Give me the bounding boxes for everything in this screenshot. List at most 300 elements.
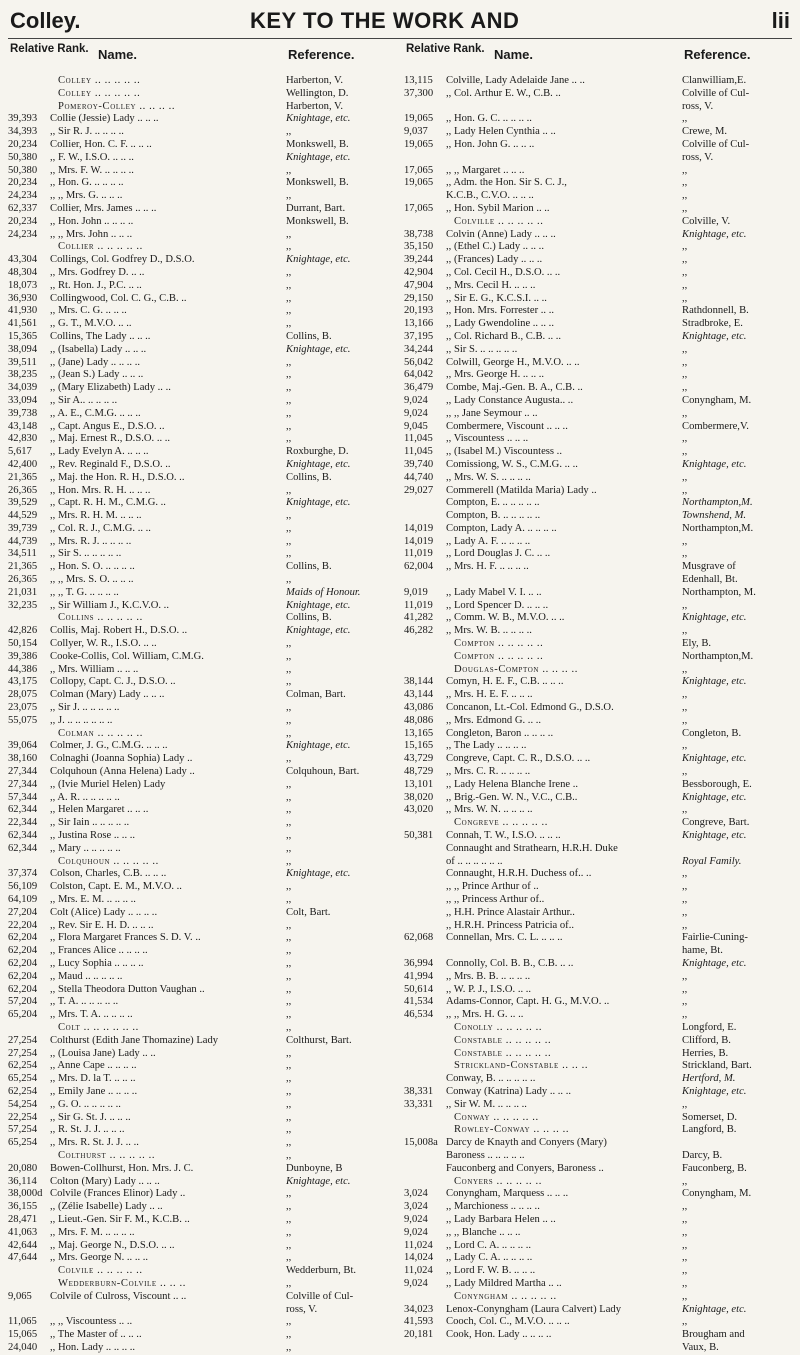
- relative-rank: 14,019: [404, 535, 434, 547]
- relative-rank: 39,064: [8, 740, 38, 752]
- entry-reference: ,,: [286, 318, 292, 330]
- entry-reference: ,,: [286, 1085, 292, 1097]
- entry-row: [404, 587, 796, 600]
- entry-name: ,, Hon. John .. .. .. ..: [50, 215, 134, 227]
- entry-row: [404, 408, 796, 421]
- entry-row: [404, 1060, 796, 1073]
- relative-rank: 9,019: [404, 586, 428, 598]
- entry-reference: ,,: [286, 1073, 292, 1085]
- entry-name: ,, Lady Helen Cynthia .. ..: [446, 126, 556, 138]
- entry-name: ,, Sir R. J. .. .. .. ..: [50, 126, 124, 138]
- entry-name: ,, ,, Princess Arthur of..: [446, 894, 545, 905]
- entry-reference: Fairlie-Cuning-: [682, 932, 748, 944]
- entry-reference: Conyngham, M.: [682, 394, 752, 406]
- entry-name: ,, Lord F. W. B. .. .. ..: [446, 1265, 536, 1277]
- entry-row: [404, 856, 796, 869]
- entry-name: Colman .. .. .. .. ..: [58, 727, 144, 739]
- entry-name: ,, (Louisa Jane) Lady .. ..: [50, 1047, 156, 1059]
- relative-rank: 34,393: [8, 126, 38, 138]
- entry-row: [404, 971, 796, 984]
- entry-row: [404, 817, 796, 830]
- entry-row: [8, 1009, 400, 1022]
- entry-name: ,, The Lady .. .. .. ..: [446, 740, 527, 752]
- entry-name: Strickland-Constable .. .. ..: [454, 1060, 589, 1072]
- entry-name: ,, (Jean S.) Lady .. .. ..: [50, 369, 144, 381]
- entry-row: [8, 1304, 400, 1317]
- relative-rank: 56,109: [8, 881, 38, 893]
- entry-reference: ,,: [682, 894, 688, 905]
- entry-reference: ,,: [682, 663, 688, 675]
- entry-name: ,, (Isabel M.) Viscountess ..: [446, 446, 562, 458]
- relative-rank: 41,994: [404, 970, 434, 982]
- entry-row: [8, 113, 400, 126]
- entry-row: [404, 1227, 796, 1240]
- entry-reference: ,,: [286, 484, 292, 496]
- relative-rank: 43,020: [404, 804, 434, 816]
- entry-reference: ,,: [682, 202, 688, 214]
- relative-rank: 22,344: [8, 817, 38, 829]
- entry-name: ,, A. R. .. .. .. .. ..: [50, 791, 120, 803]
- entry-reference: ,,: [286, 817, 292, 829]
- relative-rank: 39,740: [404, 458, 434, 470]
- entry-row: [404, 395, 796, 408]
- entry-name: Colson, Charles, C.B. .. .. ..: [50, 868, 167, 880]
- entry-name: ,, Mrs. W. N. .. .. .. ..: [446, 804, 533, 816]
- entry-reference: ,,: [682, 625, 688, 637]
- relative-rank: 13,166: [404, 318, 434, 330]
- left-column-header: [8, 43, 400, 75]
- relative-rank: 27,344: [8, 778, 38, 790]
- relative-rank: 62,337: [8, 202, 38, 214]
- entry-row: [404, 1112, 796, 1125]
- entry-reference: Colville of Cul-: [682, 87, 750, 99]
- right-column: [404, 43, 796, 1355]
- entry-reference: ,,: [286, 957, 292, 969]
- entry-row: [404, 1291, 796, 1304]
- entry-row: [404, 433, 796, 446]
- relative-rank: 55,075: [8, 714, 38, 726]
- entry-row: [404, 792, 796, 805]
- entry-name: Collier, Hon. C. F. .. .. ..: [50, 138, 152, 150]
- entry-name: Comyn, H. E. F., C.B. .. .. ..: [446, 676, 564, 688]
- entry-name: Colt (Alice) Lady .. .. .. ..: [50, 906, 158, 918]
- entry-row: [8, 395, 400, 408]
- entry-row: [404, 536, 796, 549]
- entry-row: [404, 830, 796, 843]
- entry-row: [404, 1150, 796, 1163]
- entry-reference: Dunboyne, B: [286, 1162, 343, 1174]
- relative-rank: 48,729: [404, 766, 434, 778]
- entry-name: ,, Mrs. H. F. .. .. .. ..: [446, 561, 529, 573]
- relative-rank: 46,534: [404, 1009, 434, 1021]
- entry-reference: ,,: [682, 1098, 688, 1110]
- relative-rank: 3,024: [404, 1201, 428, 1213]
- entry-name: ,, Stella Theodora Dutton Vaughan ..: [50, 983, 205, 995]
- entry-name: ,, Mrs. R. St. J. J. .. ..: [50, 1137, 139, 1149]
- entry-row: [404, 88, 796, 101]
- relative-rank: 38,331: [404, 1085, 434, 1097]
- entry-reference: ,,: [682, 906, 688, 918]
- relative-rank: 64,042: [404, 369, 434, 381]
- entry-row: [8, 472, 400, 485]
- entry-row: [404, 318, 796, 331]
- entry-name: of .. .. .. .. .. ..: [446, 855, 503, 867]
- entry-name: ,, Col. Richard B., C.B. .. ..: [446, 330, 562, 342]
- entry-reference: ,,: [286, 702, 292, 714]
- entry-row: [404, 446, 796, 459]
- relative-rank: 20,080: [8, 1162, 38, 1174]
- entry-reference: ,,: [682, 1252, 688, 1264]
- entry-name: ,, Sir G. St. J. .. .. ..: [50, 1111, 131, 1123]
- entry-row: [8, 254, 400, 267]
- entry-reference: Bessborough, E.: [682, 778, 752, 790]
- entry-name: ,, G. T., M.V.O. .. ..: [50, 318, 132, 330]
- relative-rank: 34,511: [8, 548, 37, 560]
- relative-rank: 38,020: [404, 791, 434, 803]
- relative-rank: 19,065: [404, 138, 434, 150]
- entry-row: [404, 894, 796, 907]
- entry-row: [8, 344, 400, 357]
- relative-rank: 21,365: [8, 561, 38, 573]
- running-head-left: Colley.: [10, 8, 81, 33]
- entry-row: [8, 280, 400, 293]
- entry-reference: ,,: [286, 727, 292, 739]
- entry-row: [8, 165, 400, 178]
- entry-reference: ,,: [286, 522, 292, 534]
- entry-row: [8, 485, 400, 498]
- relative-rank: 20,234: [8, 215, 38, 227]
- page-number: lii: [771, 8, 790, 33]
- entry-row: [8, 497, 400, 510]
- name-heading: Name.: [494, 47, 534, 62]
- relative-rank: 62,004: [404, 561, 434, 573]
- entry-name: ,, ,, Mrs. G. .. .. ..: [50, 190, 123, 202]
- entry-reference: Longford, E.: [682, 1021, 737, 1033]
- entry-row: [404, 984, 796, 997]
- relative-rank: 57,344: [8, 791, 38, 803]
- entry-name: Collopy, Capt. C. J., D.S.O. ..: [50, 676, 176, 688]
- entry-name: Collis, Maj. Robert H., D.S.O. ..: [50, 625, 188, 637]
- relative-rank: 48,086: [404, 714, 434, 726]
- relative-rank: 43,148: [8, 420, 38, 432]
- relative-rank: 62,344: [8, 842, 38, 854]
- entry-row: [8, 1214, 400, 1227]
- entry-reference: Knightage, etc.: [286, 868, 351, 880]
- entry-row: [404, 1240, 796, 1253]
- entry-row: [404, 1214, 796, 1227]
- relative-rank: 11,045: [404, 433, 433, 445]
- entry-name: Colt .. .. .. .. .. ..: [58, 1021, 139, 1033]
- relative-rank: 62,204: [8, 970, 38, 982]
- entry-name: ,, F. W., I.S.O. .. .. ..: [50, 151, 134, 163]
- entry-row: [8, 881, 400, 894]
- entry-reference: ,,: [682, 804, 688, 816]
- entry-reference: Maids of Honour.: [286, 586, 361, 598]
- entry-row: [404, 766, 796, 779]
- entry-row: [404, 651, 796, 664]
- entry-row: [8, 101, 400, 114]
- entry-row: [404, 958, 796, 971]
- entry-reference: ,,: [682, 689, 688, 701]
- entry-name: Colnaghi (Joanna Sophia) Lady ..: [50, 753, 193, 765]
- relative-rank: 62,344: [8, 830, 38, 842]
- entry-row: [8, 75, 400, 88]
- entry-name: ,, Capt. Angus E., D.S.O. ..: [50, 420, 165, 432]
- entry-name: Collins, The Lady .. .. ..: [50, 330, 151, 342]
- entry-name: ,, Rt. Hon. J., P.C. .. ..: [50, 279, 142, 291]
- relative-rank: 20,234: [8, 138, 38, 150]
- entry-name: Conway .. .. .. .. ..: [454, 1111, 539, 1123]
- entry-reference: Conyngham, M.: [682, 1188, 752, 1200]
- entry-reference: ,,: [682, 881, 688, 893]
- entry-reference: Northampton,M.: [682, 650, 754, 662]
- entry-reference: Knightage, etc.: [286, 343, 351, 355]
- entry-name: ,, ,, Viscountess .. ..: [50, 1316, 133, 1328]
- entry-row: [8, 1048, 400, 1061]
- entry-reference: ,,: [286, 164, 292, 176]
- entry-name: Wedderburn-Colvile .. .. ..: [58, 1277, 187, 1289]
- entry-name: ,, The Master of .. .. ..: [50, 1329, 142, 1341]
- entry-row: [404, 702, 796, 715]
- entry-reference: ,,: [286, 983, 292, 995]
- entry-reference: ,,: [286, 1252, 292, 1264]
- entry-row: [8, 612, 400, 625]
- entry-name: Colwill, George H., M.V.O. .. ..: [446, 356, 580, 368]
- entry-reference: Roxburghe, D.: [286, 446, 349, 458]
- relative-rank: 9,024: [404, 1226, 428, 1238]
- relative-rank: 21,031: [8, 586, 38, 598]
- entry-name: ,, Mrs. T. A. .. .. .. ..: [50, 1009, 133, 1021]
- entry-row: [8, 1278, 400, 1291]
- entry-reference: Monkswell, B.: [286, 177, 349, 189]
- entry-name: Compton, E. .. .. .. .. ..: [446, 497, 540, 509]
- entry-reference: ,,: [286, 279, 292, 291]
- entry-reference: ,,: [286, 881, 292, 893]
- entry-row: [8, 318, 400, 331]
- entry-row: [8, 638, 400, 651]
- entry-reference: ,,: [286, 842, 292, 854]
- relative-rank: 41,282: [404, 612, 434, 624]
- relative-rank: 62,204: [8, 945, 38, 957]
- entry-name: ,, Lieut.-Gen. Sir F. M., K.C.B. ..: [50, 1213, 190, 1225]
- entry-name: Conway (Katrina) Lady .. .. ..: [446, 1085, 572, 1097]
- relative-rank: 34,039: [8, 382, 38, 394]
- entry-row: [404, 216, 796, 229]
- relative-rank: 62,254: [8, 1060, 38, 1072]
- relative-rank: 50,154: [8, 638, 38, 650]
- entry-reference: Durrant, Bart.: [286, 202, 346, 214]
- relative-rank: 57,204: [8, 996, 38, 1008]
- relative-rank: 36,155: [8, 1201, 38, 1213]
- entry-row: [404, 369, 796, 382]
- entry-reference: Colt, Bart.: [286, 906, 331, 918]
- relative-rank: 38,738: [404, 228, 434, 240]
- relative-rank: 42,830: [8, 433, 38, 445]
- entry-reference: ,,: [286, 1009, 292, 1021]
- entry-row: [404, 689, 796, 702]
- entry-row: [8, 1201, 400, 1214]
- relative-rank: 27,204: [8, 906, 38, 918]
- entry-name: ,, Justina Rose .. .. ..: [50, 830, 136, 842]
- relative-rank: 9,024: [404, 1213, 428, 1225]
- relative-rank: 15,065: [8, 1329, 38, 1341]
- relative-rank: 11,019: [404, 599, 433, 611]
- entry-name: ,, Hon. Mrs. R. H. .. .. ..: [50, 484, 151, 496]
- relative-rank: 56,042: [404, 356, 434, 368]
- entry-reference: Knightage, etc.: [286, 113, 351, 125]
- entry-name: Congreve, Capt. C. R., D.S.O. .. ..: [446, 753, 591, 765]
- relative-rank: 42,826: [8, 625, 38, 637]
- entry-name: Bowen-Collhurst, Hon. Mrs. J. C.: [50, 1162, 194, 1174]
- entry-name: Compton, Lady A. .. .. .. ..: [446, 522, 557, 534]
- entry-name: ,, Sir J. .. .. .. .. ..: [50, 702, 120, 714]
- entry-name: ,, ,, T. G. .. .. .. ..: [50, 586, 119, 598]
- entry-row: [8, 868, 400, 881]
- entry-name: ,, Brig.-Gen. W. N., V.C., C.B..: [446, 791, 578, 803]
- entry-row: [404, 190, 796, 203]
- entry-row: [404, 113, 796, 126]
- entry-row: [404, 1035, 796, 1048]
- entry-name: ,, (Zélie Isabelle) Lady .. ..: [50, 1201, 163, 1213]
- entry-name: ,, Sir W. M. .. .. .. ..: [446, 1098, 527, 1110]
- relative-rank: 36,479: [404, 382, 434, 394]
- entry-name: ,, (Mary Elizabeth) Lady .. ..: [50, 382, 171, 394]
- entry-row: [404, 382, 796, 395]
- left-column: [8, 43, 400, 1355]
- entry-row: [8, 459, 400, 472]
- entry-row: [404, 1342, 796, 1355]
- left-entry-list: [8, 75, 400, 1355]
- entry-name: Colvin (Anne) Lady .. .. ..: [446, 228, 556, 240]
- entry-row: [8, 1099, 400, 1112]
- entry-reference: ,,: [682, 369, 688, 381]
- relative-rank: 17,065: [404, 164, 434, 176]
- entry-row: [404, 612, 796, 625]
- entry-name: ,, Adm. the Hon. Sir S. C. J.,: [446, 177, 567, 189]
- entry-row: [8, 190, 400, 203]
- relative-rank: 65,254: [8, 1137, 38, 1149]
- entry-reference: ,,: [682, 433, 688, 445]
- entry-row: [8, 907, 400, 920]
- entry-name: ,, Mrs. B. B. .. .. .. ..: [446, 970, 531, 982]
- entry-row: [8, 1163, 400, 1176]
- entry-reference: ,,: [682, 599, 688, 611]
- entry-reference: ,,: [286, 945, 292, 957]
- entry-row: [8, 382, 400, 395]
- entry-row: [8, 331, 400, 344]
- entry-name: ,, (Ethel C.) Lady .. .. ..: [446, 241, 544, 253]
- entry-name: ,, Lady Constance Augusta.. ..: [446, 394, 574, 406]
- entry-name: Colquhoun .. .. .. .. ..: [58, 855, 159, 867]
- entry-row: [404, 1048, 796, 1061]
- relative-rank: 9,065: [8, 1290, 32, 1302]
- entry-name: Colville, Lady Adelaide Jane .. ..: [446, 75, 585, 86]
- entry-reference: ,,: [286, 190, 292, 202]
- entry-name: ,, Lord Spencer D. .. .. ..: [446, 599, 549, 611]
- relative-rank: 39,529: [8, 497, 38, 509]
- entry-row: [404, 305, 796, 318]
- entry-reference: ,,: [286, 1341, 292, 1353]
- entry-reference: Knightage, etc.: [286, 1175, 351, 1187]
- entry-reference: ,,: [286, 535, 292, 547]
- entry-name: ,, Mrs. George N. .. .. ..: [50, 1252, 149, 1264]
- entry-name: Pomeroy-Colley .. .. .. ..: [58, 100, 176, 112]
- entry-name: Lenox-Conyngham (Laura Calvert) Lady: [446, 1303, 622, 1315]
- entry-row: [404, 600, 796, 613]
- entry-reference: ,,: [682, 254, 688, 266]
- entry-reference: ,,: [286, 1098, 292, 1110]
- entry-name: ,, H.R.H. Princess Patricia of..: [446, 919, 574, 931]
- entry-reference: ,,: [286, 1226, 292, 1238]
- relative-rank: 24,234: [8, 190, 38, 202]
- entry-reference: ,,: [682, 1009, 688, 1021]
- entry-reference: Edenhall, Bt.: [682, 574, 738, 586]
- entry-name: Combermere, Viscount .. .. ..: [446, 420, 568, 432]
- entry-row: [404, 485, 796, 498]
- entry-row: [8, 1150, 400, 1163]
- entry-reference: ,,: [286, 778, 292, 790]
- entry-name: ,, Mrs. H. E. F. .. .. ..: [446, 689, 533, 701]
- entry-name: Collie (Jessie) Lady .. .. ..: [50, 113, 159, 125]
- entry-name: ,, (Isabella) Lady .. .. ..: [50, 343, 147, 355]
- entry-row: [404, 676, 796, 689]
- relative-rank: 14,024: [404, 1252, 434, 1264]
- entry-row: [8, 817, 400, 830]
- entry-reference: Knightage, etc.: [682, 330, 747, 342]
- relative-rank: 34,023: [404, 1303, 434, 1315]
- entry-name: ,, Mrs. Cecil H. .. .. ..: [446, 279, 536, 291]
- entry-name: ,, Hon. G. .. .. .. ..: [50, 177, 124, 189]
- entry-row: [404, 472, 796, 485]
- entry-row: [8, 1137, 400, 1150]
- relative-rank: 36,994: [404, 957, 434, 969]
- entry-name: ,, Mrs. Edmond G. .. ..: [446, 714, 542, 726]
- relative-rank: 11,019: [404, 548, 433, 560]
- entry-row: [8, 1112, 400, 1125]
- entry-row: [404, 1176, 796, 1189]
- entry-reference: ,,: [286, 266, 292, 278]
- entry-reference: ,,: [682, 113, 688, 125]
- entry-row: [8, 357, 400, 370]
- entry-reference: ,,: [286, 753, 292, 765]
- entry-row: [404, 459, 796, 472]
- entry-name: Connolly, Col. B. B., C.B. .. ..: [446, 957, 574, 969]
- entry-row: [8, 126, 400, 139]
- relative-rank: 44,740: [404, 471, 434, 483]
- name-heading: Name.: [98, 47, 138, 62]
- entry-row: [404, 357, 796, 370]
- entry-name: Conolly .. .. .. .. ..: [454, 1021, 543, 1033]
- entry-row: [8, 689, 400, 702]
- entry-row: [404, 1137, 796, 1150]
- relative-rank: 43,144: [404, 689, 434, 701]
- entry-reference: Wellington, D.: [286, 87, 349, 99]
- entry-row: [8, 177, 400, 190]
- entry-reference: ,,: [682, 356, 688, 368]
- entry-reference: Harberton, V.: [286, 100, 343, 112]
- entry-reference: ,,: [286, 638, 292, 650]
- entry-name: Adams-Connor, Capt. H. G., M.V.O. ..: [446, 996, 610, 1008]
- entry-name: ,, Mrs. George H. .. .. ..: [446, 369, 545, 381]
- entry-reference: Knightage, etc.: [682, 753, 747, 765]
- entry-name: Conyers .. .. .. .. ..: [454, 1175, 542, 1187]
- entry-name: Conyngham .. .. .. .. ..: [454, 1290, 557, 1302]
- entry-row: [404, 1163, 796, 1176]
- entry-reference: ,,: [286, 574, 292, 586]
- entry-name: Concanon, Lt.-Col. Edmond G., D.S.O.: [446, 702, 614, 714]
- entry-reference: ,,: [286, 510, 292, 522]
- entry-row: [8, 305, 400, 318]
